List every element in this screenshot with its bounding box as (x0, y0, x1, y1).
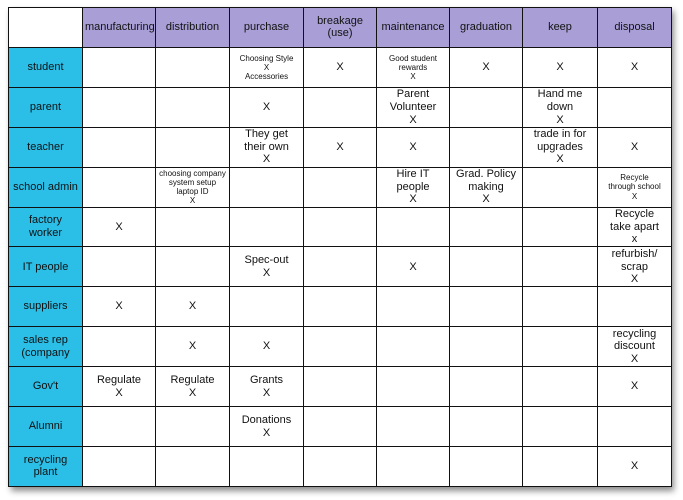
table-row (9, 127, 672, 167)
table-cell (598, 287, 672, 327)
table-cell: X (377, 127, 450, 167)
table-cell (230, 207, 304, 247)
table-cell (156, 87, 230, 127)
row-header: student (9, 47, 83, 87)
table-row (9, 407, 672, 447)
row-header: Gov't (9, 367, 83, 407)
row-header: school admin (9, 167, 83, 207)
table-cell: X (156, 287, 230, 327)
table-cell: Grad. Policy making X (450, 167, 523, 207)
table-cell (83, 127, 156, 167)
column-header: distribution (156, 8, 230, 48)
table-cell (83, 247, 156, 287)
matrix-frame (8, 7, 671, 487)
table-cell (304, 207, 377, 247)
table-row (9, 247, 672, 287)
table-cell: Regulate X (83, 367, 156, 407)
table-cell: X (304, 127, 377, 167)
table-row (9, 207, 672, 247)
table-cell: X (598, 446, 672, 486)
column-header: purchase (230, 8, 304, 48)
table-cell (523, 327, 598, 367)
table-row (9, 446, 672, 486)
stakeholder-lifecycle-table (8, 7, 672, 487)
row-header: parent (9, 87, 83, 127)
column-header: manufacturing (83, 8, 156, 48)
table-cell (156, 47, 230, 87)
table-cell: X (598, 47, 672, 87)
table-cell (377, 207, 450, 247)
column-header: breakage (use) (304, 8, 377, 48)
row-header: suppliers (9, 287, 83, 327)
table-cell: Donations X (230, 407, 304, 447)
table-row (9, 167, 672, 207)
table-cell: Hire IT people X (377, 167, 450, 207)
table-row (9, 87, 672, 127)
table-cell: Regulate X (156, 367, 230, 407)
table-cell: X (83, 207, 156, 247)
table-cell (377, 327, 450, 367)
table-cell (304, 167, 377, 207)
table-cell (304, 446, 377, 486)
table-cell: refurbish/ scrap X (598, 247, 672, 287)
column-header: maintenance (377, 8, 450, 48)
table-cell (523, 446, 598, 486)
table-cell (450, 287, 523, 327)
table-cell (230, 287, 304, 327)
table-cell: X (156, 327, 230, 367)
table-cell (450, 207, 523, 247)
column-header: disposal (598, 8, 672, 48)
table-cell (523, 247, 598, 287)
table-cell (450, 87, 523, 127)
table-cell: recycling discount X (598, 327, 672, 367)
table-cell (83, 327, 156, 367)
row-header: teacher (9, 127, 83, 167)
column-header: keep (523, 8, 598, 48)
table-cell (450, 407, 523, 447)
table-cell: X (377, 247, 450, 287)
table-cell: X (230, 327, 304, 367)
table-cell: Hand me down X (523, 87, 598, 127)
table-cell (598, 87, 672, 127)
table-cell (83, 446, 156, 486)
table-cell (156, 446, 230, 486)
table-cell (230, 446, 304, 486)
table-cell (377, 287, 450, 327)
table-cell (156, 127, 230, 167)
table-cell: X (523, 47, 598, 87)
table-cell: Grants X (230, 367, 304, 407)
corner-cell (9, 8, 83, 48)
table-cell: X (598, 127, 672, 167)
table-cell: choosing company system setup laptop ID X (156, 167, 230, 207)
table-row (9, 287, 672, 327)
table-row (9, 327, 672, 367)
table-cell: Parent Volunteer X (377, 87, 450, 127)
table-cell: Spec-out X (230, 247, 304, 287)
table-cell (304, 287, 377, 327)
table-cell: Recycle through school X (598, 167, 672, 207)
table-cell (523, 207, 598, 247)
table-cell (83, 407, 156, 447)
row-header: IT people (9, 247, 83, 287)
table-cell (83, 167, 156, 207)
table-cell (377, 446, 450, 486)
table-cell: X (450, 47, 523, 87)
table-cell (304, 367, 377, 407)
table-row (9, 367, 672, 407)
header-row (9, 8, 672, 48)
row-header: factory worker (9, 207, 83, 247)
table-cell (450, 327, 523, 367)
table-cell (156, 247, 230, 287)
table-cell: They get their own X (230, 127, 304, 167)
column-header: graduation (450, 8, 523, 48)
table-cell (450, 367, 523, 407)
table-cell (450, 446, 523, 486)
table-cell: X (83, 287, 156, 327)
row-header: recycling plant (9, 446, 83, 486)
table-cell (304, 247, 377, 287)
table-cell (304, 327, 377, 367)
table-cell (156, 407, 230, 447)
row-header: Alumni (9, 407, 83, 447)
table-cell (523, 367, 598, 407)
table-row (9, 47, 672, 87)
table-cell (523, 407, 598, 447)
table-cell (377, 367, 450, 407)
table-cell: X (598, 367, 672, 407)
table-cell: X (230, 87, 304, 127)
table-cell: trade in for upgrades X (523, 127, 598, 167)
table-cell: Recycle take apart x (598, 207, 672, 247)
table-cell (156, 207, 230, 247)
table-cell: Choosing Style X Accessories (230, 47, 304, 87)
table-cell (304, 407, 377, 447)
table-cell (598, 407, 672, 447)
table-cell: Good student rewards X (377, 47, 450, 87)
table-cell (377, 407, 450, 447)
table-cell: X (304, 47, 377, 87)
table-cell (523, 287, 598, 327)
table-cell (450, 127, 523, 167)
table-cell (83, 87, 156, 127)
table-cell (450, 247, 523, 287)
table-cell (523, 167, 598, 207)
table-cell (83, 47, 156, 87)
table-cell (304, 87, 377, 127)
table-cell (230, 167, 304, 207)
row-header: sales rep (company (9, 327, 83, 367)
